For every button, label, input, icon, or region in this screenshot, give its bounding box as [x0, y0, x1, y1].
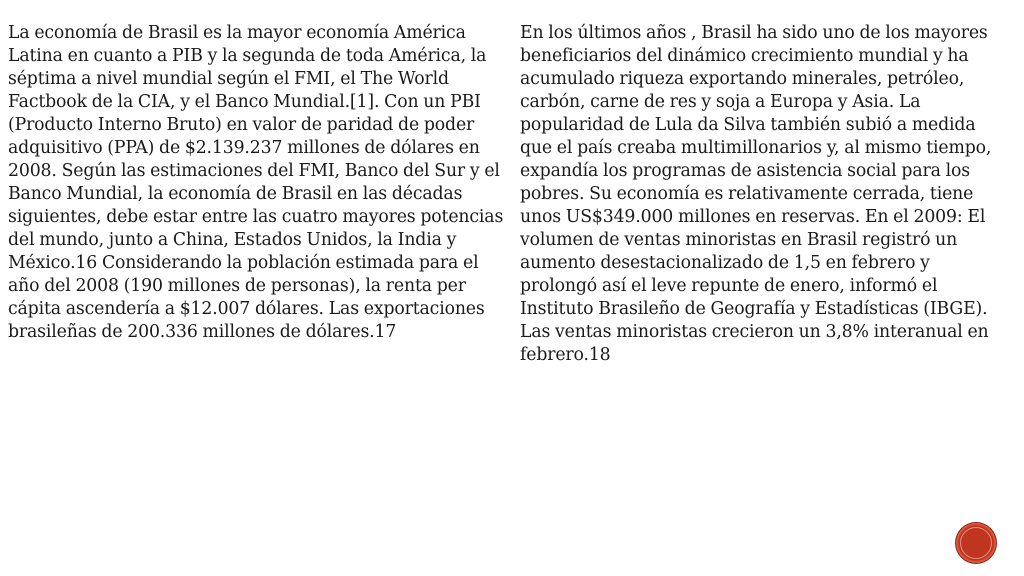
- right-text-column: En los últimos años , Brasil ha sido uno de los mayores beneficiarios del dinámico crecimiento mundial y ha acumulado riqueza exportando minerales, petróleo, carbón, carne de res y soja a Europa y Asia. La popularidad de Lula da Silva también subió a medida que el país creaba multimillonarios y, al mismo tiempo, expandía los programas de asistencia social para los pobres. Su economía es relativamente cerrada, tiene unos US$349.000 millones en reservas. En el 2009: El volumen de ventas minoristas en Brasil registró un aumento desestacionalizado de 1,5 en febrero y prolongó así el leve repunte de enero, informó el Instituto Brasileño de Geografía y Estadísticas (IBGE). Las ventas minoristas crecieron un 3,8% interanual en febrero.18: [520, 23, 992, 366]
- left-text-column: La economía de Brasil es la mayor economía América Latina en cuanto a PIB y la segunda de toda América, la séptima a nivel mundial según el FMI, el The World Factbook de la CIA, y el Banco Mundial.[1]. Con un PBI (Producto Interno Bruto) en valor de paridad de poder adquisitivo (PPA) de $2.139.237 millones de dólares en 2008. Según las estimaciones del FMI, Banco del Sur y el Banco Mundial, la economía de Brasil en las décadas siguientes, debe estar entre las cuatro mayores potencias del mundo, junto a China, Estados Unidos, la India y México.16 Considerando la población estimada para el año del 2008 (190 millones de personas), la renta per cápita ascendería a $12.007 dólares. Las exportaciones brasileñas de 200.336 millones de dólares.17: [8, 23, 504, 343]
- circle-icon: [960, 527, 992, 559]
- slide-navigation-button[interactable]: [956, 523, 996, 563]
